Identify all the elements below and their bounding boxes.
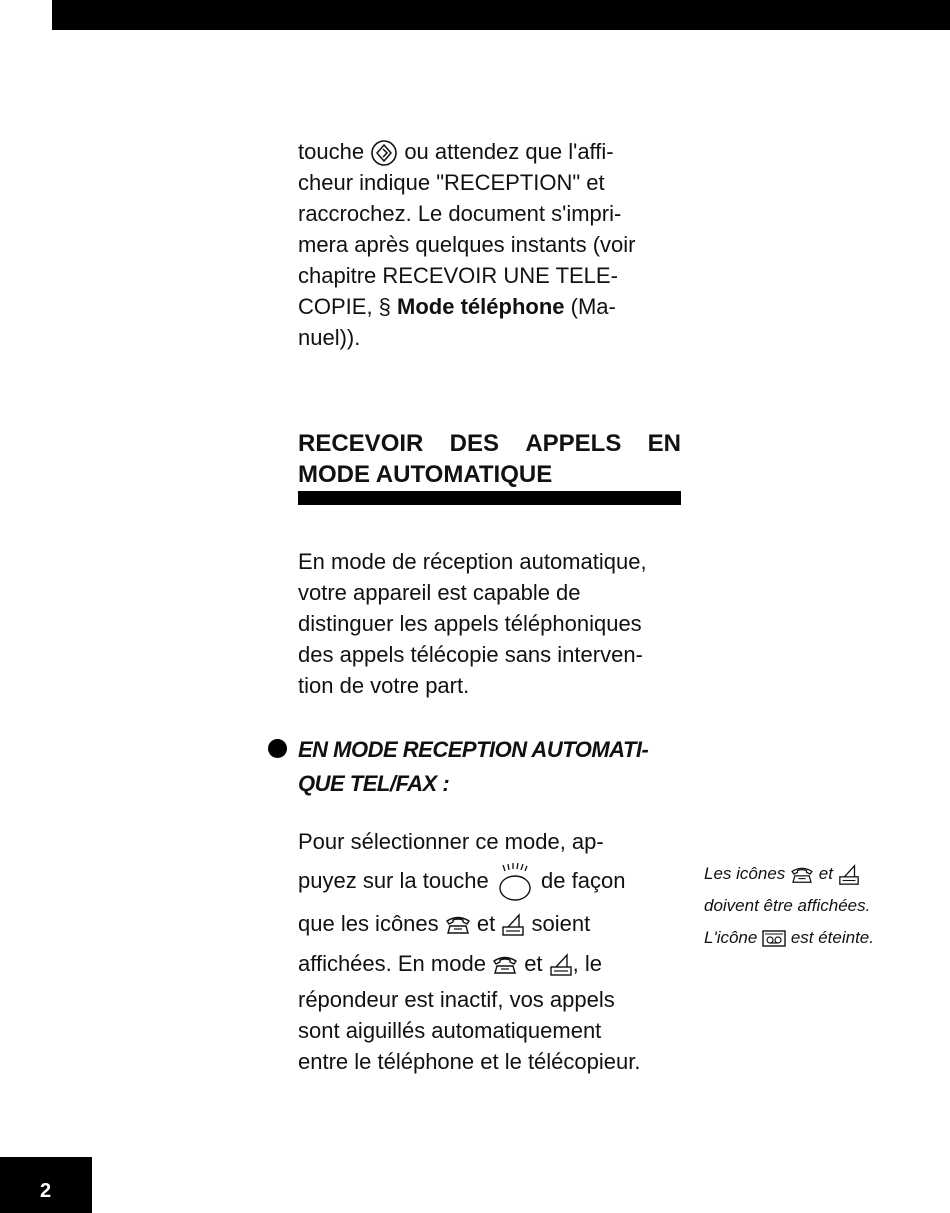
para3-line-3: que les icônes et soient [298,911,591,936]
top-black-bar [52,0,950,30]
para1-line-2: cheur indique "RECEPTION" et [298,170,605,196]
heading-line-2: MODE AUTOMATIQUE [298,461,553,488]
answering-machine-icon [762,930,786,947]
para3-line-6: sont aiguillés automatiquement [298,1018,602,1043]
para3-line-5: répondeur est inactif, vos appels [298,987,615,1012]
auto-mode-paragraph [298,546,688,701]
para2-line-2: votre appareil est capable de [298,580,581,605]
side-note-line-3: L'icône est éteinte. [704,928,874,947]
setup-key-icon [495,862,535,902]
para3-line-4: affichées. En mode et , le [298,951,603,976]
para1-line-5: chapitre RECEVOIR UNE TELE- [298,263,618,289]
start-key-icon [370,139,398,167]
para2-line-5: tion de votre part. [298,673,470,698]
intro-paragraph [298,136,688,353]
para2-line-3: distinguer les appels téléphoniques [298,611,642,636]
para1-line-6: COPIE, § Mode téléphone (Ma- [298,294,616,320]
fax-icon [838,864,860,886]
para1-line-3: raccrochez. Le document s'impri- [298,201,622,227]
side-note-line-1: Les icônes et [704,858,944,890]
fax-icon [549,953,573,977]
para3-line-7: entre le téléphone et le télécopieur. [298,1049,641,1074]
para2-line-4: des appels télécopie sans interven- [298,642,643,667]
side-note [704,858,944,954]
telephone-icon [445,915,471,935]
para3-line-2: puyez sur la touche de façon [298,857,688,904]
para3-line-1: Pour sélectionner ce mode, ap- [298,829,604,854]
telephone-icon [492,955,518,975]
para1-line-4: mera après quelques instants (voir [298,232,636,258]
subheading-line-1: EN MODE RECEPTION AUTOMATI- [298,737,649,762]
subsection-heading [298,733,718,801]
page-number-box [0,1157,92,1213]
section-heading [298,428,681,490]
telephone-icon [790,866,814,884]
bullet-dot [268,739,287,758]
para1-line-1: touche ou attendez que l'affi- [298,136,688,167]
telfax-paragraph [298,826,688,1077]
side-note-line-2: doivent être affichées. [704,896,871,915]
subheading-line-2: QUE TEL/FAX : [298,771,450,796]
heading-line-1: RECEVOIR DES APPELS EN [298,430,681,457]
page-number: 2 [40,1180,52,1202]
para2-line-1: En mode de réception automatique, [298,549,647,574]
heading-rule [298,491,681,505]
fax-icon [501,913,525,937]
para1-line-7: nuel)). [298,325,361,351]
